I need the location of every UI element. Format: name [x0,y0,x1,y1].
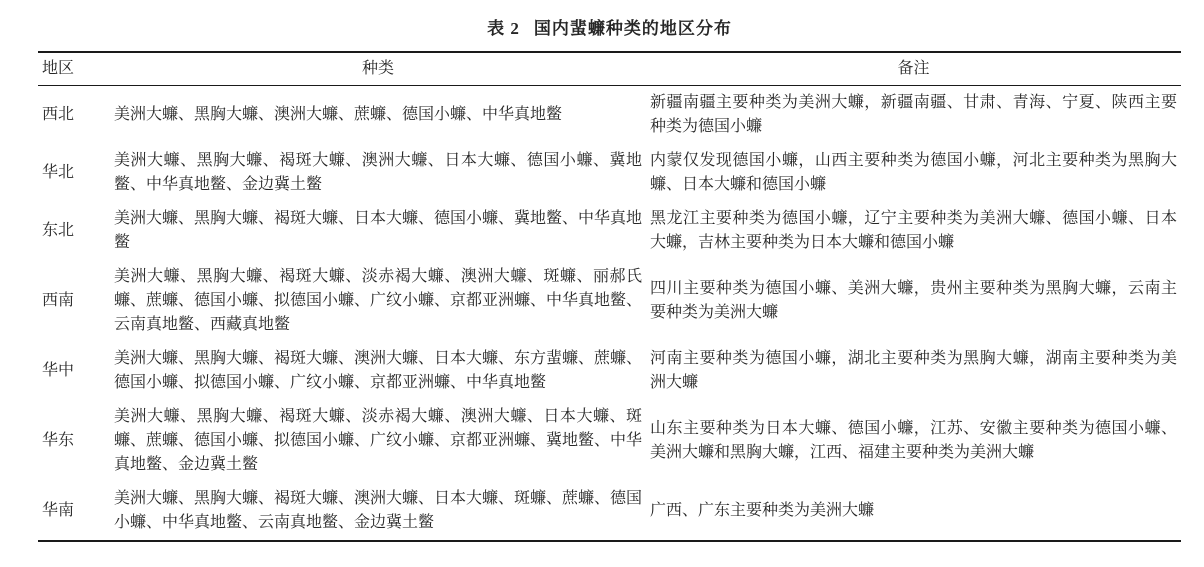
table-caption [38,14,1181,39]
table-row [38,400,1181,482]
species-cell: 美洲大蠊、黑胸大蠊、褐斑大蠊、日本大蠊、德国小蠊、冀地鳖、中华真地鳖 [114,210,643,251]
header-notes: 备注 [646,52,1181,86]
table-caption-label: 表 2 [487,19,520,38]
region-cell: 华南 [42,502,75,519]
notes-cell: 广西、广东主要种类为美洲大蠊 [650,502,875,519]
notes-cell: 河南主要种类为德国小蠊，湖北主要种类为黑胸大蠊，湖南主要种类为美洲大蠊 [650,350,1177,391]
header-region: 地区 [38,52,110,86]
region-cell: 西北 [42,106,75,123]
table-caption-title: 国内蜚蠊种类的地区分布 [533,19,732,38]
species-cell: 美洲大蠊、黑胸大蠊、褐斑大蠊、澳洲大蠊、日本大蠊、东方蜚蠊、蔗蠊、德国小蠊、拟德国小蠊、广纹小蠊、京都亚洲蠊、中华真地鳖 [114,350,643,391]
table-row [38,144,1181,202]
table-row [38,482,1181,541]
region-cell: 西南 [42,292,75,309]
region-cell: 华北 [42,164,75,181]
notes-cell: 山东主要种类为日本大蠊、德国小蠊，江苏、安徽主要种类为德国小蠊、美洲大蠊和黑胸大蠊，江西、福建主要种类为美洲大蠊 [650,420,1177,461]
table-container [38,14,1181,542]
region-distribution-table [38,51,1181,542]
header-species: 种类 [110,52,646,86]
table-row [38,260,1181,342]
table-row [38,86,1181,145]
species-cell: 美洲大蠊、黑胸大蠊、褐斑大蠊、澳洲大蠊、日本大蠊、斑蠊、蔗蠊、德国小蠊、中华真地鳖、云南真地鳖、金边冀土鳖 [114,490,643,531]
header-row [38,52,1181,86]
table-row [38,202,1181,260]
notes-cell: 黑龙江主要种类为德国小蠊，辽宁主要种类为美洲大蠊、德国小蠊、日本大蠊，吉林主要种类为日本大蠊和德国小蠊 [650,210,1177,251]
species-cell: 美洲大蠊、黑胸大蠊、褐斑大蠊、淡赤褐大蠊、澳洲大蠊、斑蠊、丽郝氏蠊、蔗蠊、德国小蠊、拟德国小蠊、广纹小蠊、京都亚洲蠊、中华真地鳖、云南真地鳖、西藏真地鳖 [114,268,643,333]
region-cell: 华东 [42,432,75,449]
region-cell: 东北 [42,222,75,239]
notes-cell: 四川主要种类为德国小蠊、美洲大蠊，贵州主要种类为黑胸大蠊，云南主要种类为美洲大蠊 [650,280,1177,321]
table-header [38,52,1181,86]
table-body [38,86,1181,542]
species-cell: 美洲大蠊、黑胸大蠊、褐斑大蠊、淡赤褐大蠊、澳洲大蠊、日本大蠊、斑蠊、蔗蠊、德国小蠊、拟德国小蠊、广纹小蠊、京都亚洲蠊、冀地鳖、中华真地鳖、金边冀土鳖 [114,408,643,473]
notes-cell: 新疆南疆主要种类为美洲大蠊，新疆南疆、甘肃、青海、宁夏、陕西主要种类为德国小蠊 [650,94,1177,135]
table-row [38,342,1181,400]
region-cell: 华中 [42,362,75,379]
notes-cell: 内蒙仅发现德国小蠊，山西主要种类为德国小蠊，河北主要种类为黑胸大蠊、日本大蠊和德国小蠊 [650,152,1177,193]
species-cell: 美洲大蠊、黑胸大蠊、澳洲大蠊、蔗蠊、德国小蠊、中华真地鳖 [114,106,563,123]
species-cell: 美洲大蠊、黑胸大蠊、褐斑大蠊、澳洲大蠊、日本大蠊、德国小蠊、冀地鳖、中华真地鳖、金边冀土鳖 [114,152,642,193]
